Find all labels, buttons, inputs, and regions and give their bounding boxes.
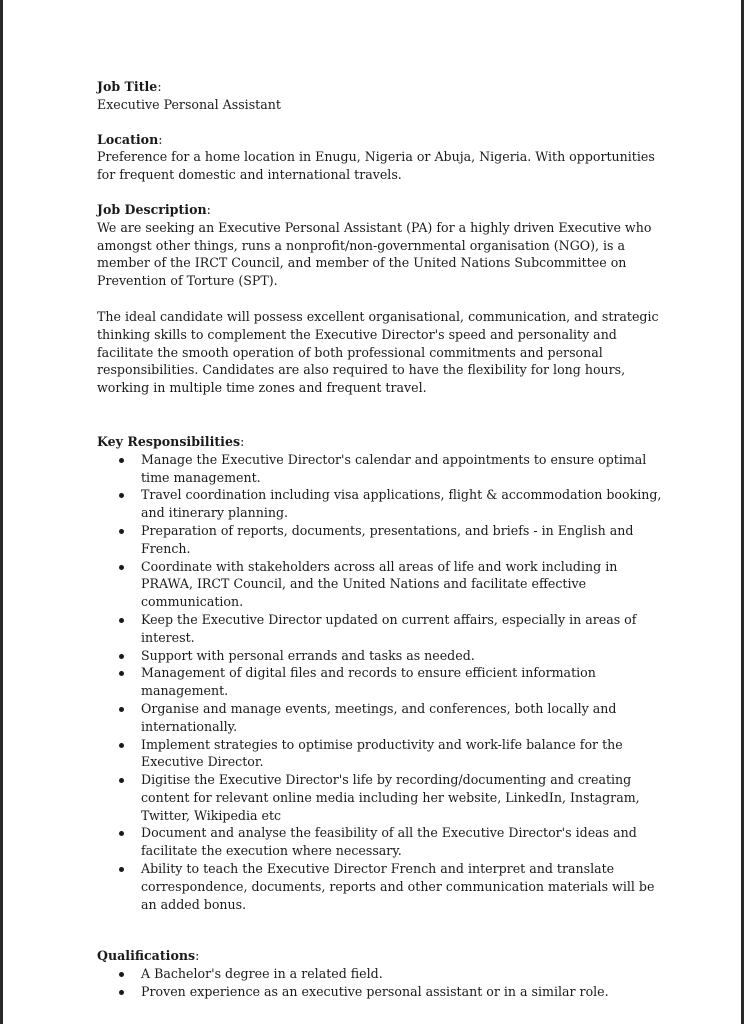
list-item: Proven experience as an executive personal assistant or in a similar role. [97, 983, 667, 1001]
location-heading: Location: [97, 131, 163, 147]
list-item: Ability to teach the Executive Director French and interpret and translate correspondence, documents, reports and other communication materials will be an added bonus. [97, 860, 667, 913]
list-item: Implement strategies to optimise productivity and work-life balance for the Executive Director. [97, 736, 667, 772]
bullet-icon [119, 671, 124, 676]
bullet-icon [119, 743, 124, 748]
job-title-value: Executive Personal Assistant [97, 96, 281, 112]
list-item: Document and analyse the feasibility of all the Executive Director's ideas and facilitate the execution where necessary. [97, 824, 667, 860]
bullet-icon [119, 831, 124, 836]
list-item: A Bachelor's degree in a related field. [97, 965, 667, 983]
document-page [3, 0, 741, 1024]
qualifications-list [97, 965, 667, 1001]
location-value: Preference for a home location in Enugu, Nigeria or Abuja, Nigeria. With opportunities for frequent domestic and international travels. [97, 149, 655, 183]
location-section [97, 131, 667, 184]
list-item: Travel coordination including visa applications, flight & accommodation booking, and itinerary planning. [97, 486, 667, 522]
job-title-heading: Job Title: [97, 79, 162, 94]
qualifications-heading: Qualifications: [97, 948, 200, 964]
job-description-paragraph-2: The ideal candidate will possess excellent organisational, communication, and strategic thinking skills to complement the Executive Director's speed and personality and facilitate the smooth operation of both professional commitments and personal responsibilities. Candidates are also required to have the flexibility for long hours, working in multiple time zones and frequent travel. [97, 308, 659, 396]
list-item: Digitise the Executive Director's life by recording/documenting and creating content for relevant online media including her website, LinkedIn, Instagram, Twitter, Wikipedia etc [97, 771, 667, 824]
bullet-icon [119, 618, 124, 623]
list-item: Organise and manage events, meetings, and conferences, both locally and internationally. [97, 700, 667, 736]
bullet-icon [119, 867, 124, 872]
list-item: Preparation of reports, documents, presentations, and briefs - in English and French. [97, 522, 667, 558]
list-item: Support with personal errands and tasks as needed. [97, 647, 667, 665]
bullet-icon [119, 458, 124, 463]
bullet-icon [119, 990, 124, 995]
job-description-section [97, 201, 667, 397]
bullet-icon [119, 654, 124, 659]
key-responsibilities-list [97, 451, 667, 914]
bullet-icon [119, 493, 124, 498]
job-title-section [97, 78, 667, 114]
list-item: Manage the Executive Director's calendar and appointments to ensure optimal time management. [97, 451, 667, 487]
document-content [97, 78, 667, 1018]
list-item: Coordinate with stakeholders across all areas of life and work including in PRAWA, IRCT Council, and the United Nations and facilitate effective communication. [97, 558, 667, 611]
bullet-icon [119, 972, 124, 977]
bullet-icon [119, 778, 124, 783]
bullet-icon [119, 707, 124, 712]
key-responsibilities-heading: Key Responsibilities: [97, 433, 245, 449]
bullet-icon [119, 529, 124, 534]
list-item: Management of digital files and records to ensure efficient information management. [97, 664, 667, 700]
qualifications-section [97, 947, 667, 1000]
job-description-paragraph-1: We are seeking an Executive Personal Assistant (PA) for a highly driven Executive who amongst other things, runs a nonprofit/non-governmental organisation (NGO), is a member of the IRCT Council, and member of the United Nations Subcommittee on Prevention of Torture (SPT). [97, 219, 652, 289]
job-description-heading: Job Description: [97, 201, 211, 217]
list-item: Keep the Executive Director updated on current affairs, especially in areas of interest. [97, 611, 667, 647]
key-responsibilities-section [97, 433, 667, 914]
bullet-icon [119, 565, 124, 570]
